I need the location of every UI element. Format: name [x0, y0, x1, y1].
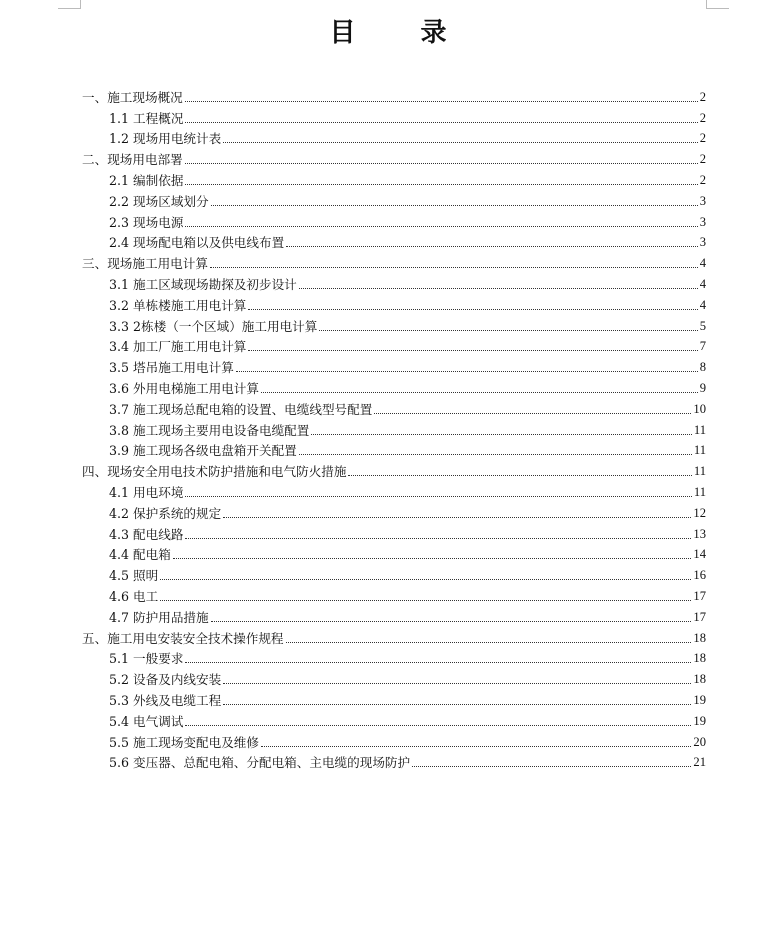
dot-leader [412, 766, 691, 767]
toc-entry-page-number: 2 [699, 89, 706, 104]
dot-leader [374, 413, 691, 414]
toc-entry-label: 3.4 加工厂施工用电计算 [109, 339, 247, 355]
toc-entry-label: 4.7 防护用品措施 [109, 609, 209, 625]
toc-section-entry[interactable] [82, 562, 706, 583]
toc-chapter-entry[interactable] [82, 146, 706, 167]
toc-entry-page-number: 17 [693, 609, 706, 624]
dot-leader [248, 309, 697, 310]
toc-entry-label: 5.2 设备及内线安装 [109, 672, 222, 688]
toc-entry-page-number: 18 [693, 630, 706, 645]
toc-entry-page-number: 2 [699, 131, 706, 146]
toc-entry-page-number: 13 [693, 526, 706, 541]
dot-leader [211, 205, 698, 206]
dot-leader [319, 330, 697, 331]
toc-entry-label: 4.1 用电环境 [109, 484, 184, 500]
toc-entry-page-number: 20 [693, 734, 706, 749]
toc-entry-page-number: 18 [693, 651, 706, 666]
toc-entry-label: 3.7 施工现场总配电箱的设置、电缆线型号配置 [109, 401, 373, 417]
toc-section-entry[interactable] [82, 750, 706, 771]
toc-chapter-entry[interactable] [82, 458, 706, 479]
toc-entry-label: 3.8 施工现场主要用电设备电缆配置 [109, 422, 310, 438]
toc-entry-page-number: 21 [693, 755, 706, 770]
toc-entry-page-number: 4 [699, 276, 706, 291]
toc-section-entry[interactable] [82, 583, 706, 604]
toc-section-entry[interactable] [82, 292, 706, 313]
toc-entry-label: 三、现场施工用电计算 [82, 256, 208, 272]
dot-leader [173, 558, 692, 559]
toc-entry-label: 5.1 一般要求 [109, 651, 184, 667]
toc-section-entry[interactable] [82, 105, 706, 126]
toc-entry-label: 3.2 单栋楼施工用电计算 [109, 297, 247, 313]
dot-leader [210, 267, 698, 268]
dot-leader [311, 434, 692, 435]
toc-entry-page-number: 2 [699, 172, 706, 187]
dot-leader [160, 600, 691, 601]
toc-entry-label: 2.1 编制依据 [109, 172, 184, 188]
toc-entry-page-number: 9 [699, 380, 706, 395]
toc-section-entry[interactable] [82, 167, 706, 188]
dot-leader [348, 475, 691, 476]
toc-section-entry[interactable] [82, 438, 706, 459]
toc-entry-page-number: 5 [699, 318, 706, 333]
toc-section-entry[interactable] [82, 646, 706, 667]
toc-section-entry[interactable] [82, 396, 706, 417]
toc-entry-page-number: 12 [693, 505, 706, 520]
dot-leader [185, 226, 697, 227]
dot-leader [223, 142, 698, 143]
toc-entry-label: 4.6 电工 [109, 588, 159, 604]
dot-leader [236, 371, 698, 372]
dot-leader [248, 350, 697, 351]
dot-leader [185, 163, 698, 164]
toc-entry-label: 2.2 现场区域划分 [109, 193, 209, 209]
dot-leader [261, 746, 691, 747]
toc-entry-label: 4.5 照明 [109, 568, 159, 584]
toc-section-entry[interactable] [82, 666, 706, 687]
toc-entry-label: 4.3 配电线路 [109, 526, 184, 542]
toc-entry-label: 2.4 现场配电箱以及供电线布置 [109, 235, 285, 251]
toc-chapter-entry[interactable] [82, 625, 706, 646]
toc-entry-label: 4.2 保护系统的规定 [109, 505, 222, 521]
toc-entry-page-number: 11 [693, 484, 706, 499]
toc-entry-page-number: 7 [699, 339, 706, 354]
toc-entry-label: 5.5 施工现场变配电及维修 [109, 734, 259, 750]
toc-entry-label: 3.3 2栋楼（一个区域）施工用电计算 [109, 318, 318, 334]
dot-leader [286, 246, 698, 247]
toc-section-entry[interactable] [82, 313, 706, 334]
toc-section-entry[interactable] [82, 479, 706, 500]
toc-entry-page-number: 4 [699, 297, 706, 312]
toc-section-entry[interactable] [82, 687, 706, 708]
dot-leader [286, 642, 692, 643]
toc-entry-label: 二、现场用电部署 [82, 152, 183, 168]
toc-entry-page-number: 17 [693, 588, 706, 603]
toc-entry-label: 4.4 配电箱 [109, 547, 171, 563]
dot-leader [185, 122, 697, 123]
dot-leader [160, 579, 691, 580]
toc-section-entry[interactable] [82, 188, 706, 209]
dot-leader [185, 184, 697, 185]
dot-leader [261, 392, 698, 393]
toc-section-entry[interactable] [82, 354, 706, 375]
toc-entry-page-number: 3 [699, 193, 706, 208]
toc-section-entry[interactable] [82, 729, 706, 750]
toc-entry-page-number: 11 [693, 443, 706, 458]
dot-leader [185, 725, 691, 726]
dot-leader [211, 621, 692, 622]
toc-section-entry[interactable] [82, 521, 706, 542]
dot-leader [185, 662, 691, 663]
toc-chapter-entry[interactable] [82, 84, 706, 105]
toc-entry-label: 四、现场安全用电技术防护措施和电气防火措施 [82, 464, 347, 480]
toc-entry-label: 2.3 现场电源 [109, 214, 184, 230]
toc-entry-page-number: 10 [693, 401, 706, 416]
toc-section-entry[interactable] [82, 334, 706, 355]
toc-entry-label: 3.5 塔吊施工用电计算 [109, 360, 234, 376]
toc-section-entry[interactable] [82, 126, 706, 147]
toc-entry-page-number: 16 [693, 568, 706, 583]
toc-entry-page-number: 18 [693, 672, 706, 687]
toc-entry-label: 一、施工现场概况 [82, 89, 183, 105]
toc-entry-page-number: 4 [699, 256, 706, 271]
toc-entry-page-number: 3 [699, 235, 706, 250]
toc-section-entry[interactable] [82, 209, 706, 230]
toc-section-entry[interactable] [82, 708, 706, 729]
toc-entry-label: 1.1 工程概况 [109, 110, 184, 126]
page-corner-mark-right [706, 0, 729, 9]
toc-section-entry[interactable] [82, 500, 706, 521]
toc-entry-page-number: 14 [693, 547, 706, 562]
dot-leader [299, 288, 698, 289]
toc-entry-label: 五、施工用电安装安全技术操作规程 [82, 630, 284, 646]
toc-entry-label: 3.6 外用电梯施工用电计算 [109, 380, 259, 396]
toc-entry-label: 5.6 变压器、总配电箱、分配电箱、主电缆的现场防护 [109, 755, 411, 771]
toc-entry-page-number: 19 [693, 692, 706, 707]
toc-section-entry[interactable] [82, 230, 706, 251]
toc-chapter-entry[interactable] [82, 250, 706, 271]
toc-entry-page-number: 2 [699, 110, 706, 125]
toc-entry-label: 3.1 施工区域现场勘探及初步设计 [109, 276, 297, 292]
dot-leader [223, 704, 691, 705]
toc-entry-label: 1.2 现场用电统计表 [109, 131, 222, 147]
toc-entry-page-number: 11 [693, 464, 706, 479]
dot-leader [223, 683, 691, 684]
toc-section-entry[interactable] [82, 271, 706, 292]
toc-entry-label: 5.3 外线及电缆工程 [109, 692, 222, 708]
toc-entry-label: 3.9 施工现场各级电盘箱开关配置 [109, 443, 297, 459]
dot-leader [223, 517, 691, 518]
table-of-contents [82, 84, 706, 770]
toc-entry-page-number: 8 [699, 360, 706, 375]
toc-section-entry[interactable] [82, 542, 706, 563]
toc-entry-page-number: 3 [699, 214, 706, 229]
page-corner-mark-left [58, 0, 81, 9]
dot-leader [185, 101, 698, 102]
toc-entry-page-number: 2 [699, 152, 706, 167]
dot-leader [185, 538, 691, 539]
dot-leader [299, 454, 692, 455]
toc-entry-label: 5.4 电气调试 [109, 713, 184, 729]
toc-entry-page-number: 11 [693, 422, 706, 437]
toc-section-entry[interactable] [82, 604, 706, 625]
toc-title: 目 录 [329, 18, 475, 48]
toc-section-entry[interactable] [82, 417, 706, 438]
toc-entry-page-number: 19 [693, 713, 706, 728]
dot-leader [185, 496, 691, 497]
toc-section-entry[interactable] [82, 375, 706, 396]
